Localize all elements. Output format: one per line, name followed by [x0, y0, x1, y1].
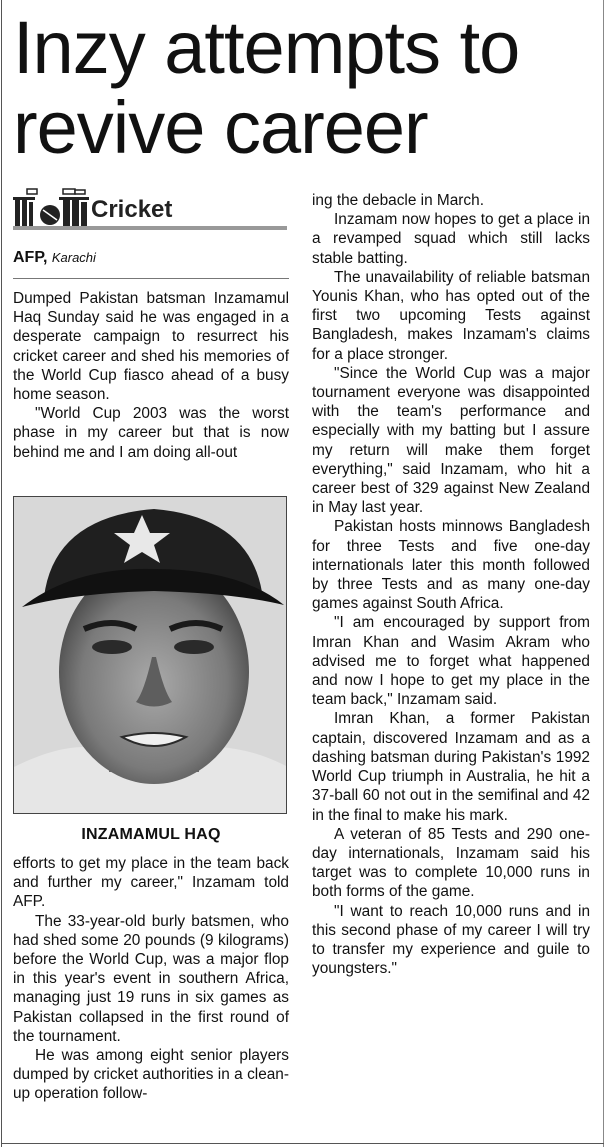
page-border-bottom: [1, 1143, 604, 1144]
byline-rule: [13, 278, 289, 279]
player-portrait-image: [14, 497, 287, 814]
article-paragraph: Pakistan hosts minnows Bangladesh for three Tests and five one-day internationals later this month followed by three Tests and as many one-day games against South Africa.: [312, 518, 590, 613]
cricket-gear-icon: [13, 188, 89, 226]
portrait-photo: [13, 496, 287, 814]
article-paragraph: "I want to reach 10,000 runs and in this second phase of my career I will try to transfer my experience and guile to youngsters.": [312, 902, 590, 978]
article-paragraph: "I am encouraged by support from Imran Khan and Wasim Akram who advised me to forget what happened and now I hope to get my place in the team back," Inzamam said.: [312, 614, 590, 709]
headline-line-1: Inzy attempts to: [13, 6, 520, 89]
headline: [13, 8, 598, 168]
article-paragraph: efforts to get my place in the team back and further my career," Inzamam told AFP.: [13, 855, 289, 911]
page-border-right: [603, 0, 604, 1147]
byline-place: Karachi: [51, 250, 96, 265]
article-column-right: [312, 191, 590, 978]
article-paragraph: A veteran of 85 Tests and 290 one-day internationals, Inzamam said his target was to complete 10,000 runs in both forms of the game.: [312, 825, 590, 901]
article-paragraph: The 33-year-old burly batsmen, who had shed some 20 pounds (9 kilograms) before the World Cup, was a major flop in this year's event in southern Africa, managing just 19 runs in six games as Pakistan collapsed in the first round of the tournament.: [13, 912, 289, 1045]
headline-line-2: revive career: [13, 86, 428, 169]
article-paragraph: ing the debacle in March.: [312, 192, 484, 209]
article-column-left-top: [13, 289, 289, 462]
article-column-left-bottom: [13, 854, 289, 1104]
article-paragraph: Dumped Pakistan batsman Inzamamul Haq Sunday said he was engaged in a desperate campaign to resurrect his cricket career and shed his memories of the World Cup fiasco ahead of a busy home season.: [13, 290, 289, 404]
article-paragraph: The unavailability of reliable batsman Younis Khan, who has opted out of the first two upcoming Tests against Bangladesh, makes Inzamam's claims for a place stronger.: [312, 268, 590, 363]
article-paragraph: He was among eight senior players dumped by cricket authorities in a clean-up operation follow-: [13, 1047, 289, 1103]
section-tag: [13, 188, 287, 232]
page-border-left: [1, 0, 2, 1147]
article-paragraph: "World Cup 2003 was the worst phase in my career but that is now behind me and I am doing all-out: [13, 405, 289, 461]
article-paragraph: Imran Khan, a former Pakistan captain, discovered Inzamam and as a dashing batsman during Pakistan's 1992 World Cup triumph in Australia, he hit a 37-ball 60 not out in the semifinal and 42 in the final to make his mark.: [312, 710, 590, 824]
byline-agency: AFP,: [13, 249, 48, 266]
section-label: Cricket: [91, 196, 173, 223]
article-paragraph: "Since the World Cup was a major tournament everyone was disappointed with the team's performance and especially with my batting but I assure my return will make them forget everything," said Inzamam, who hit a career best of 329 against New Zealand in May last year.: [312, 364, 590, 517]
photo-caption: INZAMAMUL HAQ: [81, 826, 221, 843]
article-paragraph: Inzamam now hopes to get a place in a revamped squad which still lacks stable batting.: [312, 211, 590, 267]
byline: [13, 249, 96, 267]
section-rule: [13, 226, 287, 230]
